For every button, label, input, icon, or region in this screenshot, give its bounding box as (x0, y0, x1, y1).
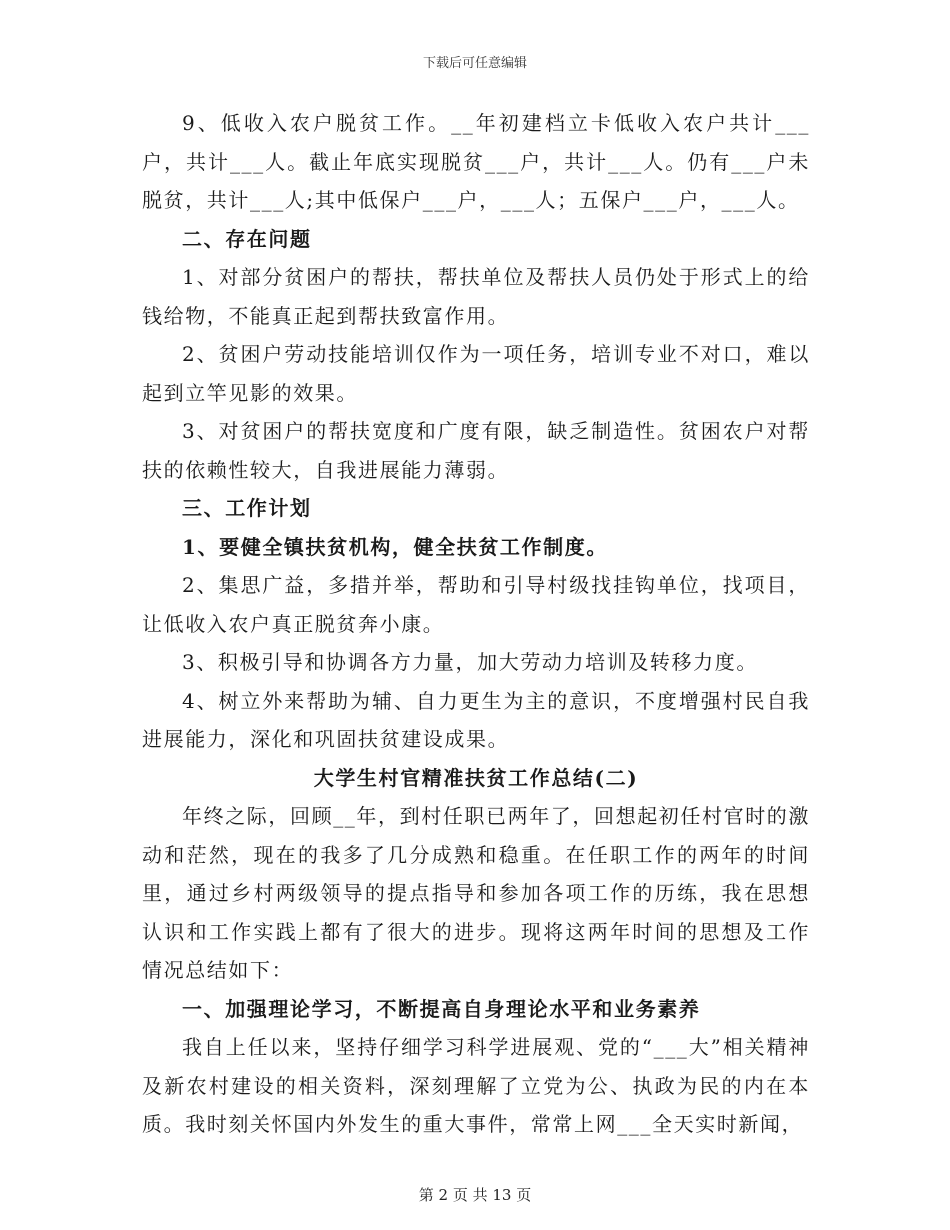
document-body (142, 104, 810, 1144)
paragraph-theory-study: 我自上任以来，坚持仔细学习科学进展观、党的“___大”相关精神及新农村建设的相关资料，深刻理解了立党为公、执政为民的内在本质。我时刻关怀国内外发生的重大事件，常常上网___全天实时新闻， (142, 1035, 810, 1136)
page-footer: 第 2 页 共 13 页 (418, 1186, 532, 1204)
paragraph-intro: 年终之际，回顾__年，到村任职已两年了，回想起初任村官时的激动和茫然，现在的我多了几分成熟和稳重。在任职工作的两年的时间里，通过乡村两级领导的提点指导和参加各项工作的历练，我在思想认识和工作实践上都有了很大的进步。现将这两年时间的思想及工作情况总结如下： (142, 804, 810, 982)
paragraph-problem-1: 1、对部分贫困户的帮扶，帮扶单位及帮扶人员仍处于形式上的给钱给物，不能真正起到帮扶致富作用。 (142, 265, 810, 328)
section-heading-theory-study: 一、加强理论学习，不断提高自身理论水平和业务素养 (182, 996, 701, 1021)
paragraph-plan-2: 2、集思广益，多措并举，帮助和引导村级找挂钩单位，找项目，让低收入农户真正脱贫奔小康。 (142, 573, 810, 636)
section-heading-problems: 二、存在问题 (182, 226, 312, 251)
paragraph-plan-1: 1、要健全镇扶贫机构，健全扶贫工作制度。 (182, 534, 608, 559)
paragraph-problem-3: 3、对贫困户的帮扶宽度和广度有限，缺乏制造性。贫困农户对帮扶的依赖性较大，自我进展能力薄弱。 (142, 419, 810, 482)
paragraph-plan-3: 3、积极引导和协调各方力量，加大劳动力培训及转移力度。 (182, 650, 758, 674)
document-subtitle: 大学生村官精准扶贫工作总结(二) (313, 765, 639, 790)
paragraph-plan-4: 4、树立外来帮助为辅、自力更生为主的意识，不度增强村民自我进展能力，深化和巩固扶贫建设成果。 (142, 688, 810, 751)
paragraph-problem-2: 2、贫困户劳动技能培训仅作为一项任务，培训专业不对口，难以起到立竿见影的效果。 (142, 342, 810, 405)
section-heading-work-plan: 三、工作计划 (182, 496, 312, 520)
page-header: 下载后可任意编辑 (422, 56, 527, 71)
paragraph-low-income-households: 9、低收入农户脱贫工作。__年初建档立卡低收入农户共计___户，共计___人。截止年底实现脱贫___户，共计___人。仍有___户未脱贫，共计___人;其中低保户___户，___人；五保户___户，___人。 (142, 111, 810, 212)
